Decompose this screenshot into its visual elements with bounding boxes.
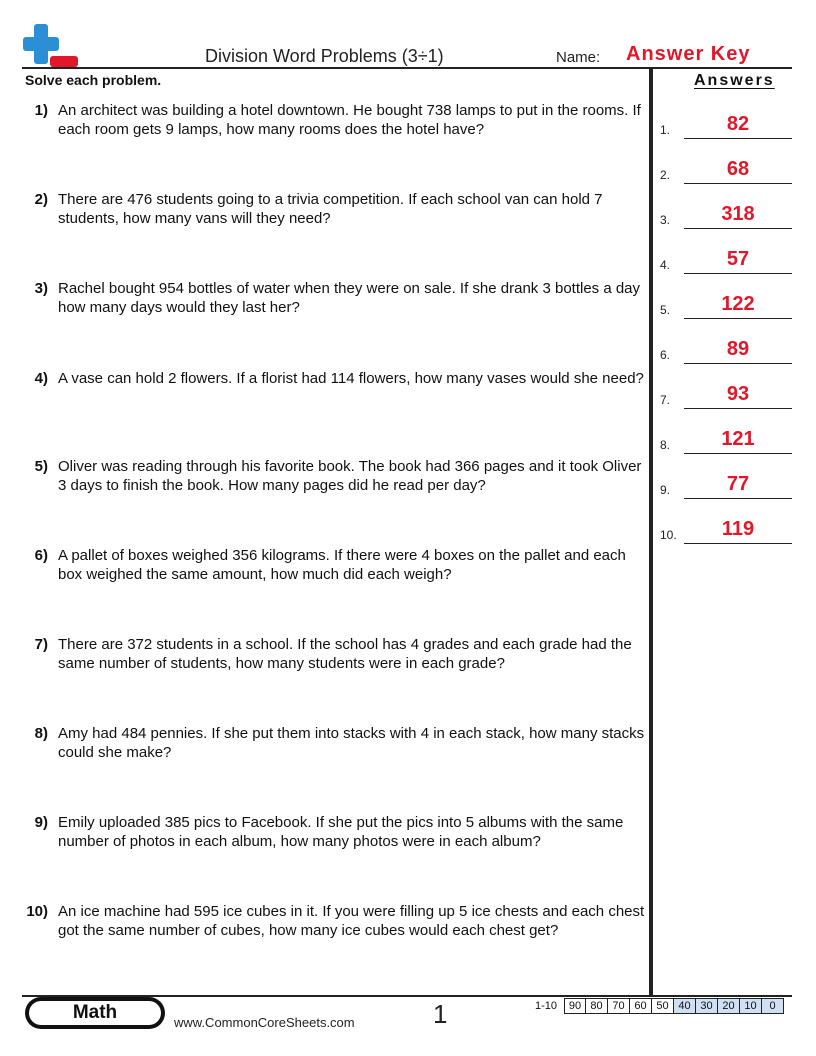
- answer-number: 8.: [660, 438, 671, 452]
- answer-line: [684, 318, 792, 319]
- answer-value: 68: [726, 158, 750, 180]
- answer-line: [684, 498, 792, 499]
- plus-minus-logo-icon: [22, 22, 80, 70]
- problem-text: A vase can hold 2 flowers. If a florist had 114 flowers, how many vases would she need?: [58, 370, 644, 387]
- subject-badge: [25, 997, 165, 1029]
- answer-value: 121: [721, 428, 755, 450]
- answer-value: 119: [721, 518, 755, 540]
- answer-line: [684, 228, 792, 229]
- problem-number: 6): [34, 547, 48, 564]
- page-number: 1: [433, 999, 448, 1029]
- answer-row-6: [660, 336, 792, 364]
- grading-cell: 90: [564, 998, 586, 1014]
- grading-label: 1-10: [534, 1000, 558, 1012]
- grading-cell: 80: [586, 998, 608, 1014]
- grading-cell: 60: [630, 998, 652, 1014]
- answer-row-10: [660, 516, 792, 544]
- grading-cell: 10: [740, 998, 762, 1014]
- worksheet-title: Division Word Problems (3÷1): [205, 46, 444, 66]
- problem-text: Amy had 484 pennies. If she put them into stacks with 4 in each stack, how many stacks could she make?: [58, 725, 645, 761]
- answer-row-4: [660, 246, 792, 274]
- answer-number: 6.: [660, 348, 671, 362]
- answer-line: [684, 138, 792, 139]
- answer-number: 3.: [660, 213, 671, 227]
- answer-line: [684, 183, 792, 184]
- website-url: www.CommonCoreSheets.com: [174, 1015, 355, 1030]
- answer-line: [684, 543, 792, 544]
- answer-row-9: [660, 471, 792, 499]
- grading-cell: 20: [718, 998, 740, 1014]
- problem-number: 3): [34, 280, 48, 297]
- problem-number: 7): [34, 636, 48, 653]
- subject-label: Math: [29, 1001, 161, 1025]
- problem-text: An ice machine had 595 ice cubes in it. If you were filling up 5 ice chests and each chest got the same number of cubes, how many ice cubes would each chest get?: [58, 903, 645, 939]
- answer-row-5: [660, 291, 792, 319]
- problem-number: 10): [26, 903, 48, 920]
- instructions: Solve each problem.: [25, 72, 162, 88]
- problem-text: Emily uploaded 385 pics to Facebook. If she put the pics into 5 albums with the same number of photos in each album, how many photos were in each album?: [58, 814, 624, 850]
- answer-number: 10.: [660, 528, 677, 542]
- answer-row-3: [660, 201, 792, 229]
- grading-scale: [528, 998, 784, 1014]
- answer-row-2: [660, 156, 792, 184]
- problem-text: There are 476 students going to a trivia competition. If each school van can hold 7 students, how many vans will they need?: [58, 191, 603, 227]
- answers-heading: Answers: [694, 72, 775, 89]
- answer-value: 318: [721, 203, 755, 225]
- answer-value: 122: [721, 293, 755, 315]
- answer-line: [684, 363, 792, 364]
- answer-number: 5.: [660, 303, 671, 317]
- answer-number: 7.: [660, 393, 671, 407]
- grading-cell: 40: [674, 998, 696, 1014]
- answer-line: [684, 453, 792, 454]
- answer-row-7: [660, 381, 792, 409]
- problem-number: 1): [34, 102, 48, 119]
- answer-number: 4.: [660, 258, 671, 272]
- answer-value: 82: [726, 113, 750, 135]
- problem-text: An architect was building a hotel downtown. He bought 738 lamps to put in the rooms. If each room gets 9 lamps, how many rooms does the hotel have?: [58, 102, 641, 138]
- grading-cell: 70: [608, 998, 630, 1014]
- problem-number: 4): [34, 370, 48, 387]
- answer-value: 89: [726, 338, 750, 360]
- answer-line: [684, 408, 792, 409]
- grading-cell: 30: [696, 998, 718, 1014]
- grading-cell: 50: [652, 998, 674, 1014]
- problem-text: Oliver was reading through his favorite book. The book had 366 pages and it took Oliver 3 days to finish the book. How many pages did he read per day?: [58, 458, 642, 494]
- problem-text: Rachel bought 954 bottles of water when they were on sale. If she drank 3 bottles a day how many days would they last her?: [58, 280, 641, 316]
- name-label: Name:: [556, 49, 601, 66]
- problem-text: A pallet of boxes weighed 356 kilograms. If there were 4 boxes on the pallet and each box weighed the same amount, how much did each weigh?: [58, 547, 626, 583]
- answer-key-label: Answer Key: [626, 43, 751, 65]
- header-divider: [22, 67, 792, 69]
- problem-number: 8): [34, 725, 48, 742]
- problem-text: There are 372 students in a school. If the school has 4 grades and each grade had the same number of students, how many students were in each grade?: [58, 636, 632, 672]
- answer-number: 2.: [660, 168, 671, 182]
- answer-number: 9.: [660, 483, 671, 497]
- answer-value: 93: [726, 383, 750, 405]
- problem-number: 5): [34, 458, 48, 475]
- answer-value: 57: [726, 248, 750, 270]
- answer-line: [684, 273, 792, 274]
- problem-number: 9): [34, 814, 48, 831]
- answer-value: 77: [726, 473, 750, 495]
- problem-number: 2): [34, 191, 48, 208]
- grading-cell: 0: [762, 998, 784, 1014]
- answer-row-1: [660, 111, 792, 139]
- answer-number: 1.: [660, 123, 671, 137]
- answer-row-8: [660, 426, 792, 454]
